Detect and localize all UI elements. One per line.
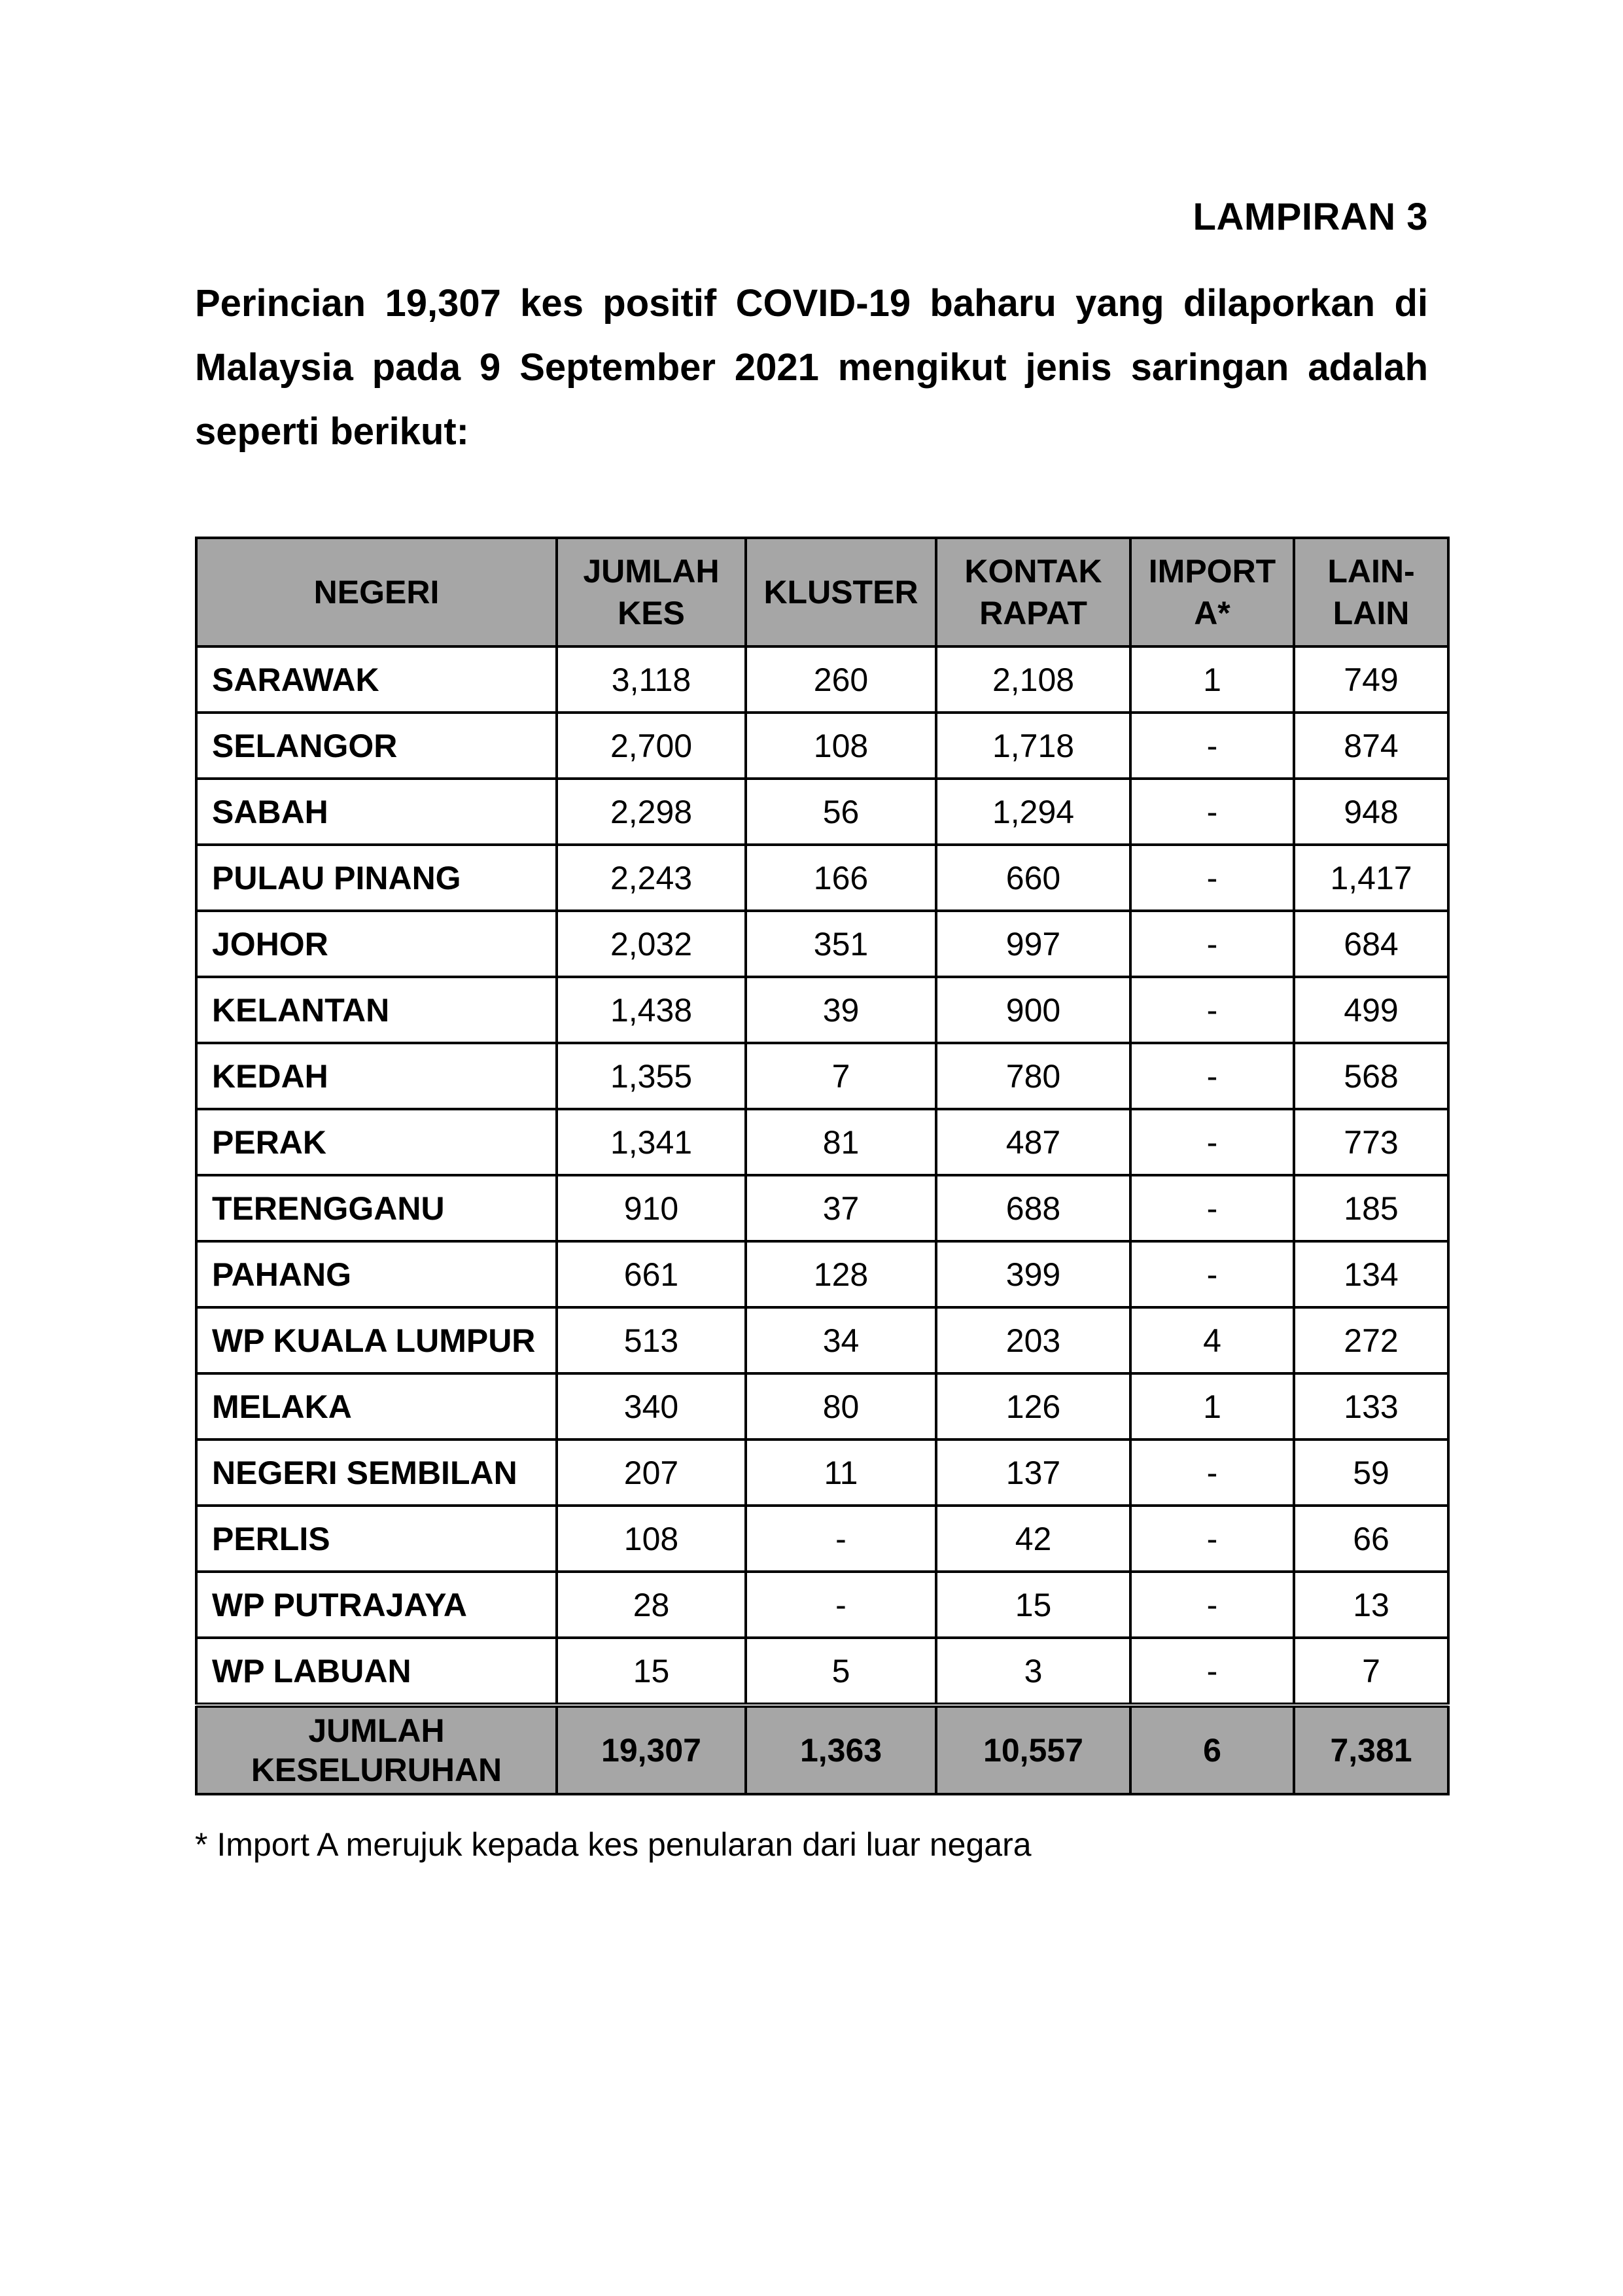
cell-import-a: 1 — [1130, 1373, 1294, 1439]
appendix-label: LAMPIRAN 3 — [1193, 196, 1428, 238]
table-row — [196, 911, 1448, 977]
table-row — [196, 713, 1448, 779]
cell-jumlah-kes: 108 — [557, 1506, 746, 1572]
cell-negeri: NEGERI SEMBILAN — [196, 1439, 557, 1506]
total-kluster: 1,363 — [746, 1705, 936, 1794]
cell-kluster: 34 — [746, 1307, 936, 1373]
cell-kluster: 39 — [746, 977, 936, 1043]
table-row — [196, 1109, 1448, 1175]
cell-lain-lain: 773 — [1294, 1109, 1448, 1175]
cell-import-a: - — [1130, 1506, 1294, 1572]
cell-kluster: - — [746, 1572, 936, 1638]
cell-jumlah-kes: 661 — [557, 1241, 746, 1307]
cell-jumlah-kes: 513 — [557, 1307, 746, 1373]
table-row — [196, 1175, 1448, 1241]
table-row — [196, 845, 1448, 911]
cell-import-a: - — [1130, 1241, 1294, 1307]
cell-import-a: - — [1130, 1572, 1294, 1638]
cell-lain-lain: 272 — [1294, 1307, 1448, 1373]
cell-kluster: - — [746, 1506, 936, 1572]
cell-jumlah-kes: 1,355 — [557, 1043, 746, 1109]
cell-negeri: KEDAH — [196, 1043, 557, 1109]
header-negeri: NEGERI — [196, 538, 557, 646]
cell-kontak-rapat: 900 — [936, 977, 1130, 1043]
cell-negeri: SABAH — [196, 779, 557, 845]
cell-kluster: 80 — [746, 1373, 936, 1439]
cell-kluster: 37 — [746, 1175, 936, 1241]
cell-lain-lain: 684 — [1294, 911, 1448, 977]
total-label: JUMLAH KESELURUHAN — [196, 1705, 557, 1794]
cell-import-a: - — [1130, 1109, 1294, 1175]
cell-kluster: 56 — [746, 779, 936, 845]
cell-negeri: WP KUALA LUMPUR — [196, 1307, 557, 1373]
table-row — [196, 779, 1448, 845]
cell-kluster: 7 — [746, 1043, 936, 1109]
cell-jumlah-kes: 2,032 — [557, 911, 746, 977]
cell-kluster: 351 — [746, 911, 936, 977]
cell-negeri: WP PUTRAJAYA — [196, 1572, 557, 1638]
cell-lain-lain: 7 — [1294, 1638, 1448, 1705]
cell-kontak-rapat: 126 — [936, 1373, 1130, 1439]
cell-lain-lain: 499 — [1294, 977, 1448, 1043]
cell-lain-lain: 568 — [1294, 1043, 1448, 1109]
table-row — [196, 1043, 1448, 1109]
table-row — [196, 1241, 1448, 1307]
cell-import-a: - — [1130, 779, 1294, 845]
cell-kontak-rapat: 660 — [936, 845, 1130, 911]
table-row — [196, 1572, 1448, 1638]
cell-kontak-rapat: 3 — [936, 1638, 1130, 1705]
cell-negeri: JOHOR — [196, 911, 557, 977]
cell-jumlah-kes: 3,118 — [557, 646, 746, 713]
cell-jumlah-kes: 910 — [557, 1175, 746, 1241]
cell-kontak-rapat: 780 — [936, 1043, 1130, 1109]
cell-kontak-rapat: 1,718 — [936, 713, 1130, 779]
cell-negeri: PERAK — [196, 1109, 557, 1175]
cell-kluster: 260 — [746, 646, 936, 713]
cell-jumlah-kes: 1,438 — [557, 977, 746, 1043]
cell-negeri: PAHANG — [196, 1241, 557, 1307]
header-jumlah-kes: JUMLAH KES — [557, 538, 746, 646]
cell-lain-lain: 59 — [1294, 1439, 1448, 1506]
cell-kontak-rapat: 42 — [936, 1506, 1130, 1572]
footnote: * Import A merujuk kepada kes penularan dari luar negara — [195, 1826, 1032, 1863]
cell-jumlah-kes: 2,700 — [557, 713, 746, 779]
table-row — [196, 1373, 1448, 1439]
cell-negeri: KELANTAN — [196, 977, 557, 1043]
cell-import-a: 4 — [1130, 1307, 1294, 1373]
cell-kontak-rapat: 688 — [936, 1175, 1130, 1241]
table-row — [196, 977, 1448, 1043]
cell-negeri: PULAU PINANG — [196, 845, 557, 911]
header-kontak-rapat: KONTAK RAPAT — [936, 538, 1130, 646]
total-lain-lain: 7,381 — [1294, 1705, 1448, 1794]
cell-lain-lain: 66 — [1294, 1506, 1448, 1572]
cell-kluster: 108 — [746, 713, 936, 779]
cell-import-a: - — [1130, 1439, 1294, 1506]
cell-lain-lain: 134 — [1294, 1241, 1448, 1307]
cell-kontak-rapat: 1,294 — [936, 779, 1130, 845]
cell-lain-lain: 1,417 — [1294, 845, 1448, 911]
cell-import-a: - — [1130, 1043, 1294, 1109]
cell-kluster: 5 — [746, 1638, 936, 1705]
cell-lain-lain: 13 — [1294, 1572, 1448, 1638]
cell-kluster: 81 — [746, 1109, 936, 1175]
cell-kluster: 128 — [746, 1241, 936, 1307]
cell-import-a: - — [1130, 1175, 1294, 1241]
cell-import-a: - — [1130, 845, 1294, 911]
cell-lain-lain: 874 — [1294, 713, 1448, 779]
table-header — [196, 538, 1448, 646]
cell-jumlah-kes: 15 — [557, 1638, 746, 1705]
cell-negeri: TERENGGANU — [196, 1175, 557, 1241]
table-row — [196, 1638, 1448, 1705]
cell-lain-lain: 948 — [1294, 779, 1448, 845]
cell-negeri: MELAKA — [196, 1373, 557, 1439]
cell-kluster: 166 — [746, 845, 936, 911]
cases-by-state-table — [195, 537, 1450, 1795]
cell-jumlah-kes: 28 — [557, 1572, 746, 1638]
cell-lain-lain: 133 — [1294, 1373, 1448, 1439]
cell-jumlah-kes: 207 — [557, 1439, 746, 1506]
total-jumlah-kes: 19,307 — [557, 1705, 746, 1794]
cell-negeri: SELANGOR — [196, 713, 557, 779]
cell-jumlah-kes: 2,298 — [557, 779, 746, 845]
cell-negeri: SARAWAK — [196, 646, 557, 713]
table-row — [196, 646, 1448, 713]
cell-lain-lain: 185 — [1294, 1175, 1448, 1241]
header-row — [196, 538, 1448, 646]
cell-kontak-rapat: 137 — [936, 1439, 1130, 1506]
cell-import-a: - — [1130, 977, 1294, 1043]
cell-kontak-rapat: 399 — [936, 1241, 1130, 1307]
table-row — [196, 1439, 1448, 1506]
cell-import-a: - — [1130, 713, 1294, 779]
cell-kontak-rapat: 997 — [936, 911, 1130, 977]
header-lain-lain: LAIN- LAIN — [1294, 538, 1448, 646]
cell-jumlah-kes: 1,341 — [557, 1109, 746, 1175]
cell-lain-lain: 749 — [1294, 646, 1448, 713]
table-body — [196, 646, 1448, 1705]
cell-jumlah-kes: 2,243 — [557, 845, 746, 911]
total-kontak-rapat: 10,557 — [936, 1705, 1130, 1794]
cell-kontak-rapat: 2,108 — [936, 646, 1130, 713]
cell-import-a: - — [1130, 1638, 1294, 1705]
cell-kluster: 11 — [746, 1439, 936, 1506]
cell-kontak-rapat: 203 — [936, 1307, 1130, 1373]
cell-kontak-rapat: 487 — [936, 1109, 1130, 1175]
total-import-a: 6 — [1130, 1705, 1294, 1794]
cell-import-a: - — [1130, 911, 1294, 977]
header-kluster: KLUSTER — [746, 538, 936, 646]
cell-negeri: WP LABUAN — [196, 1638, 557, 1705]
header-import-a: IMPORT A* — [1130, 538, 1294, 646]
cell-jumlah-kes: 340 — [557, 1373, 746, 1439]
cell-kontak-rapat: 15 — [936, 1572, 1130, 1638]
cell-negeri: PERLIS — [196, 1506, 557, 1572]
table-row — [196, 1506, 1448, 1572]
table-footer — [196, 1705, 1448, 1794]
total-row — [196, 1705, 1448, 1794]
intro-paragraph: Perincian 19,307 kes positif COVID-19 baharu yang dilaporkan di Malaysia pada 9 September 2021 mengikut jenis saringan adalah seperti berikut: — [195, 282, 1428, 453]
table-row — [196, 1307, 1448, 1373]
cell-import-a: 1 — [1130, 646, 1294, 713]
